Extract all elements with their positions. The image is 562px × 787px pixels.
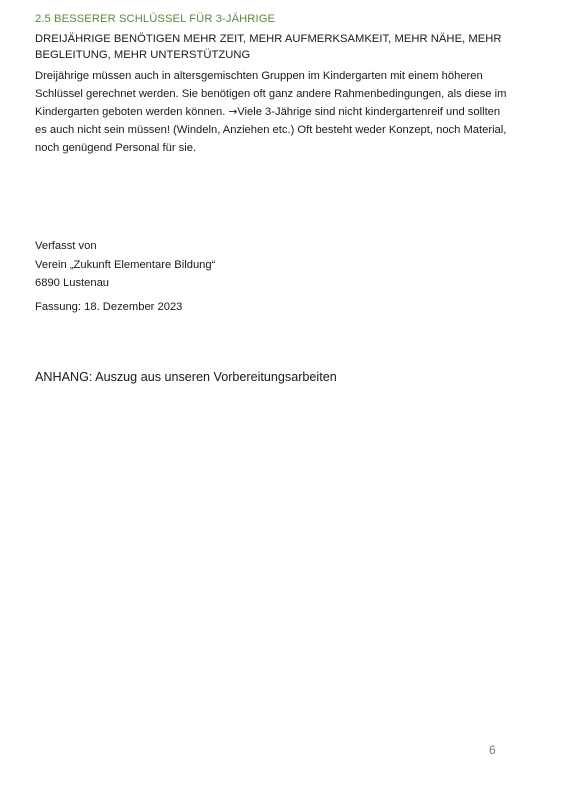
section-body-paragraph	[35, 67, 510, 157]
author-address: 6890 Lustenau	[35, 277, 110, 289]
author-organization: Verein „Zukunft Elementare Bildung“	[35, 258, 216, 271]
section-heading: 2.5 BESSERER SCHLÜSSEL FÜR 3-JÄHRIGE	[35, 13, 276, 25]
body-text-part-1: Dreijährige müssen auch in altersgemischten Gruppen im Kindergarten mit einem höheren Schlüssel gerechnet werden. Sie benötigen oft ganz andere Rahmenbedingungen, als diese im Kindergarten geboten werden können.	[35, 70, 507, 118]
page-number: 6	[489, 743, 496, 757]
version-date: Fassung: 18. Dezember 2023	[35, 301, 183, 313]
section-subheading: DREIJÄHRIGE BENÖTIGEN MEHR ZEIT, MEHR AUFMERKSAMKEIT, MEHR NÄHE, MEHR BEGLEITUNG, MEHR UNTERSTÜTZUNG	[35, 33, 502, 61]
body-text-part-2: Viele 3-Jährige sind nicht kindergartenreif und sollten es auch nicht sein müssen! (Windeln, Anziehen etc.) Oft besteht weder Konzept, noch Material, noch genügend Personal für sie.	[35, 106, 507, 154]
author-label: Verfasst von	[35, 240, 97, 252]
appendix-heading: ANHANG: Auszug aus unseren Vorbereitungsarbeiten	[35, 370, 337, 384]
author-block	[35, 237, 215, 293]
right-arrow-icon: →	[228, 106, 238, 118]
